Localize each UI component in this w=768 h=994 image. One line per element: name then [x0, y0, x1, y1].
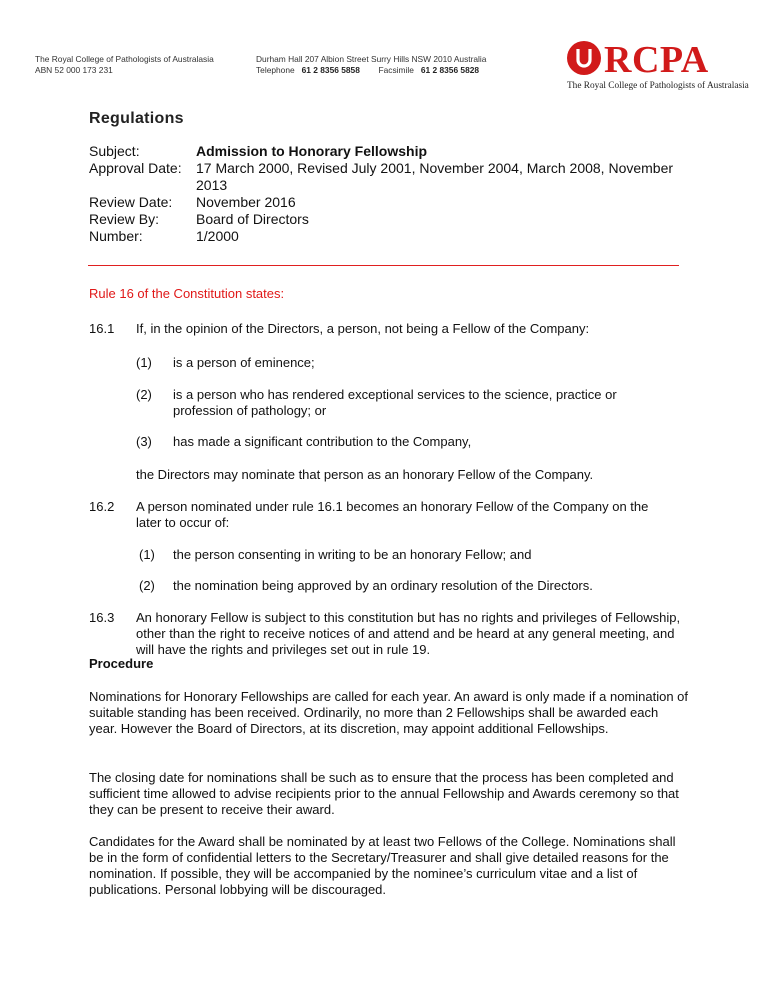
approval-value: 17 March 2000, Revised July 2001, November 2004, March 2008, November 2013 — [196, 160, 674, 193]
number-value: 1/2000 — [196, 228, 239, 244]
red-divider — [88, 265, 679, 266]
regulation-meta — [89, 143, 676, 245]
rule-number-16-2: 16.2 — [89, 499, 115, 514]
rule-16-3-text: An honorary Fellow is subject to this constitution but has no rights and privileges of Fellowship, other than the right to receive notices of and attend and be heard at any general meeting, and will have the rights and privileges set out in rule 19. — [136, 610, 681, 657]
fax-value: 61 2 8356 5828 — [420, 65, 480, 75]
review-by-value: Board of Directors — [196, 211, 309, 227]
rule-16-2-item-number: (1) — [139, 547, 155, 562]
procedure-paragraph-3: Candidates for the Award shall be nominated by at least two Fellows of the College. Nominations shall be in the form of confidential letters to the Secretary/Treasurer and shall give detailed reasons for the nomination. If possible, they will be accompanied by the nominee’s curriculum vitae and a list of publications. Personal lobbying will be discouraged. — [89, 834, 676, 897]
rule-16-1-item-text: is a person of eminence; — [173, 355, 315, 370]
org-info — [35, 54, 245, 76]
procedure-paragraph-1: Nominations for Honorary Fellowships are called for each year. An award is only made if a nomination of suitable standing has been received. Ordinarily, no more than 2 Fellowships shall be awarded each year. However the Board of Directors, at its discretion, may appoint additional Fellowships. — [89, 689, 689, 736]
approval-label: Approval Date: — [89, 160, 182, 176]
fax-label: Facsimile — [378, 65, 414, 75]
org-address: Durham Hall 207 Albion Street Surry Hills NSW 2010 Australia — [256, 54, 487, 64]
rule-16-1-item-number: (3) — [136, 434, 152, 449]
tel-label: Telephone — [256, 65, 295, 75]
org-phones — [256, 65, 546, 76]
org-contact — [256, 54, 546, 76]
org-abn: ABN 52 000 173 231 — [35, 65, 113, 75]
review-by-label: Review By: — [89, 211, 160, 227]
rule-16-1-text: If, in the opinion of the Directors, a person, not being a Fellow of the Company: — [136, 321, 590, 336]
logo-subtitle: The Royal College of Pathologists of Australasia — [567, 81, 749, 91]
page-title: Regulations — [89, 110, 184, 127]
rule-16-1-item-number: (2) — [136, 387, 152, 402]
rule-16-1-item-number: (1) — [136, 355, 152, 370]
rule-16-1-item-text: has made a significant contribution to the Company, — [173, 434, 472, 449]
rule-16-1-closing: the Directors may nominate that person as an honorary Fellow of the Company. — [136, 467, 594, 482]
rule-16-2-item-text: the person consenting in writing to be an honorary Fellow; and — [173, 547, 532, 562]
tel-value: 61 2 8356 5858 — [301, 65, 360, 75]
review-date-label: Review Date: — [89, 194, 173, 210]
subject-label: Subject: — [89, 143, 140, 159]
procedure-paragraph-2: The closing date for nominations shall be such as to ensure that the process has been completed and sufficient time allowed to advise recipients prior to the annual Fellowship and Awards ceremony so that they can be present to receive their award. — [89, 770, 679, 817]
rule-number-16-3: 16.3 — [89, 610, 115, 625]
number-label: Number: — [89, 228, 143, 244]
logo-wordmark: RCPA — [604, 39, 709, 81]
procedure-heading: Procedure — [89, 656, 154, 671]
rule-16-2-text: A person nominated under rule 16.1 becomes an honorary Fellow of the Company on the later to occur of: — [136, 499, 649, 530]
rule-heading: Rule 16 of the Constitution states: — [89, 286, 285, 301]
org-name: The Royal College of Pathologists of Australasia — [35, 54, 214, 64]
rule-16-2-item-text: the nomination being approved by an ordinary resolution of the Directors. — [173, 578, 593, 593]
rule-16-1-item-text: is a person who has rendered exceptional services to the science, practice or profession of pathology; or — [173, 387, 617, 418]
rule-number-16-1: 16.1 — [89, 321, 115, 336]
rule-16-2-item-number: (2) — [139, 578, 155, 593]
review-date-value: November 2016 — [196, 194, 296, 210]
subject-value: Admission to Honorary Fellowship — [196, 143, 428, 159]
